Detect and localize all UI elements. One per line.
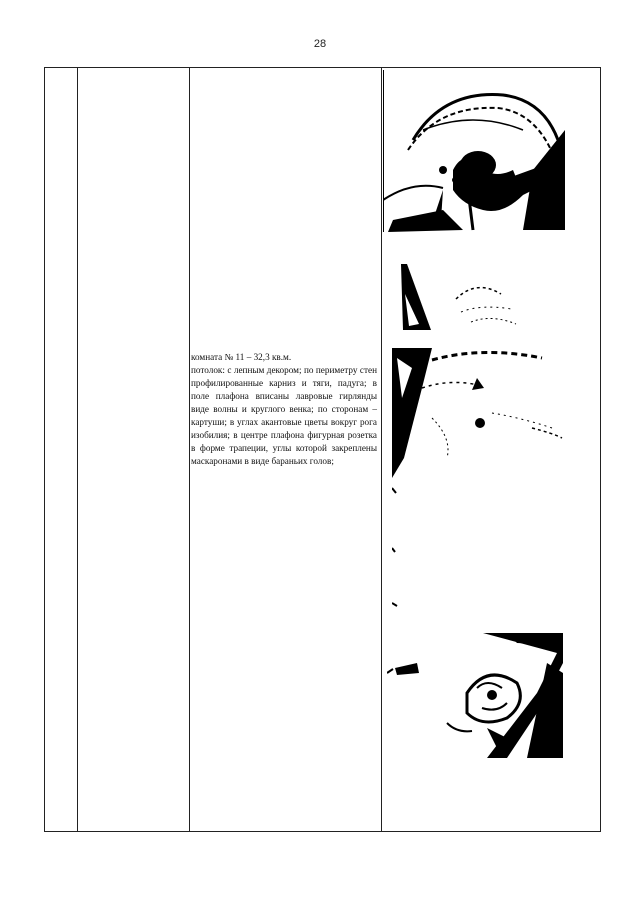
ceiling-field-photo — [392, 348, 592, 618]
room-title: комната № 11 – 32,3 кв.м. — [191, 352, 292, 362]
cornice-detail-photo — [401, 264, 551, 334]
ceiling-description: потолок: с лепным декором; по периметру стен профилированные карниз и тяги, падуга; в поле плафона вписаны лавровые гирлянды виде волны и круглого венка; по сторонам – картуши; в углах акантовые цветы вокруг рога изобилия; в центре плафона фигурная розетка в форме трапеции, углы которой закреплены маскаронами в виде бараньих голов; — [191, 365, 377, 466]
column-divider-1 — [77, 68, 78, 831]
column-divider-2 — [189, 68, 190, 831]
page-number: 28 — [313, 38, 327, 50]
inventory-table — [44, 67, 601, 832]
ornament-corner-photo — [387, 633, 563, 758]
column-divider-3 — [381, 68, 382, 831]
ceiling-rosette-photo — [383, 70, 565, 232]
room-description-cell — [191, 351, 377, 468]
